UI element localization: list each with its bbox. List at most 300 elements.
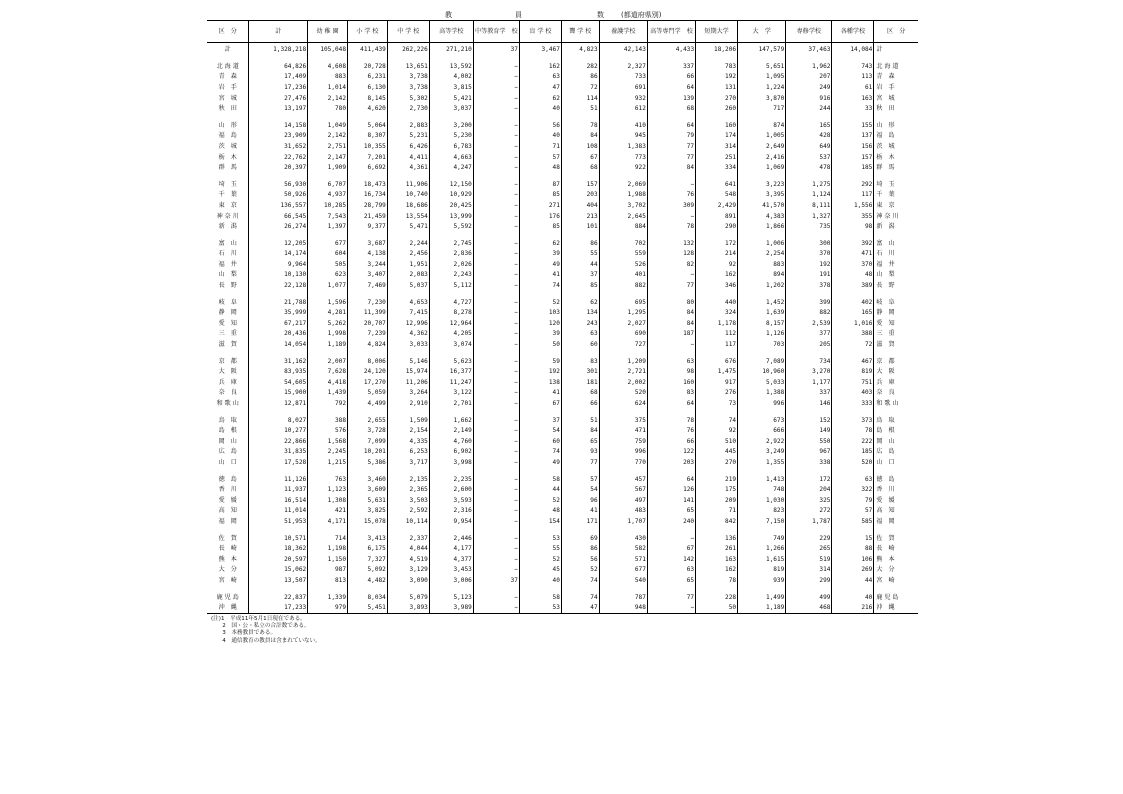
- table-cell: 823: [738, 506, 786, 517]
- table-cell: 677: [308, 238, 348, 249]
- table-cell: 54: [519, 425, 561, 436]
- table-cell: 17,409: [249, 72, 308, 83]
- table-cell: 1,016: [832, 318, 874, 329]
- table-cell: 9,377: [348, 221, 388, 232]
- table-cell: 157: [561, 179, 599, 190]
- table-cell: 1,499: [738, 592, 786, 603]
- table-cell: −: [473, 516, 519, 527]
- table-cell: 192: [696, 72, 738, 83]
- table-cell: 86: [561, 543, 599, 554]
- table-cell: 260: [696, 103, 738, 114]
- table-cell: 948: [599, 602, 647, 613]
- row-label-right: 徳 島: [874, 474, 918, 485]
- title-char-2: 員: [515, 11, 522, 19]
- table-cell: 71: [696, 506, 738, 517]
- table-cell: 5,079: [387, 592, 429, 603]
- table-cell: 1,475: [696, 366, 738, 377]
- table-cell: 8,111: [786, 200, 832, 211]
- row-label-right: 長 崎: [874, 543, 918, 554]
- row-label: 長 崎: [218, 545, 237, 553]
- header-row: [207, 21, 918, 43]
- table-cell: 4,663: [429, 152, 473, 163]
- table-cell: 64: [647, 474, 695, 485]
- table-cell: 85: [519, 221, 561, 232]
- row-label: 北 海 道: [216, 62, 239, 70]
- table-cell: −: [473, 179, 519, 190]
- table-cell: 404: [561, 200, 599, 211]
- table-cell: 3,129: [387, 565, 429, 576]
- table-cell: 4,823: [561, 43, 599, 56]
- table-cell: 649: [786, 141, 832, 152]
- table-cell: 1,275: [786, 179, 832, 190]
- table-cell: 216: [832, 602, 874, 613]
- table-cell: 77: [561, 457, 599, 468]
- table-cell: 6,707: [308, 179, 348, 190]
- table-cell: 57: [832, 506, 874, 517]
- table-cell: 103: [519, 307, 561, 318]
- table-row: [207, 388, 918, 399]
- table-cell: 65: [561, 436, 599, 447]
- table-cell: 79: [647, 131, 695, 142]
- table-cell: 1,202: [738, 280, 786, 291]
- table-cell: 3,702: [599, 200, 647, 211]
- table-cell: 1,295: [599, 307, 647, 318]
- table-cell: −: [473, 554, 519, 565]
- table-cell: 16,514: [249, 495, 308, 506]
- table-cell: 51: [561, 415, 599, 426]
- title-subtitle: (都道府県別): [621, 11, 662, 19]
- table-cell: 2,883: [387, 120, 429, 131]
- table-cell: 299: [786, 575, 832, 586]
- table-cell: 270: [696, 93, 738, 104]
- table-row: [207, 249, 918, 260]
- table-cell: 44: [832, 575, 874, 586]
- table-cell: 445: [696, 447, 738, 458]
- table-cell: 2,910: [387, 398, 429, 409]
- table-cell: −: [647, 211, 695, 222]
- table-cell: 337: [786, 388, 832, 399]
- table-cell: 11,247: [429, 377, 473, 388]
- table-cell: 37: [561, 270, 599, 281]
- table-cell: 12,964: [429, 318, 473, 329]
- table-cell: 156: [832, 141, 874, 152]
- table-cell: 136: [696, 533, 738, 544]
- table-cell: 155: [832, 120, 874, 131]
- table-cell: 86: [561, 238, 599, 249]
- table-cell: 5,037: [387, 280, 429, 291]
- table-cell: 1,639: [738, 307, 786, 318]
- table-cell: 5,386: [348, 457, 388, 468]
- table-cell: 132: [647, 238, 695, 249]
- table-cell: 20,425: [429, 200, 473, 211]
- column-header-5: 高等学校: [429, 21, 473, 43]
- table-cell: −: [473, 259, 519, 270]
- table-cell: 14,054: [249, 339, 308, 350]
- table-cell: 751: [832, 377, 874, 388]
- table-cell: 743: [832, 61, 874, 72]
- table-cell: 58: [519, 592, 561, 603]
- table-row: [207, 103, 918, 114]
- row-label-right: 京 都: [874, 356, 918, 367]
- table-cell: 4,205: [429, 329, 473, 340]
- table-row: [207, 474, 918, 485]
- table-cell: 83: [647, 388, 695, 399]
- table-cell: −: [473, 307, 519, 318]
- table-cell: 71: [519, 141, 561, 152]
- table-cell: 8,278: [429, 307, 473, 318]
- table-row: [207, 543, 918, 554]
- table-cell: 1,224: [738, 82, 786, 93]
- table-row: [207, 565, 918, 576]
- table-row: [207, 318, 918, 329]
- table-cell: 62: [519, 238, 561, 249]
- table-cell: −: [473, 592, 519, 603]
- table-cell: 819: [832, 366, 874, 377]
- row-label-right: 静 岡: [874, 307, 918, 318]
- table-cell: 6,175: [348, 543, 388, 554]
- footnote-line: 4 通信教育の教員は含まれていない。: [211, 637, 321, 644]
- table-cell: 2,316: [429, 506, 473, 517]
- table-cell: 142: [647, 554, 695, 565]
- table-cell: 205: [786, 339, 832, 350]
- table-cell: 51,953: [249, 516, 308, 527]
- table-cell: −: [473, 249, 519, 260]
- row-label: 石 川: [218, 250, 237, 258]
- table-cell: 4,620: [348, 103, 388, 114]
- table-cell: 4,519: [387, 554, 429, 565]
- table-cell: 17,270: [348, 377, 388, 388]
- table-cell: 2,701: [429, 398, 473, 409]
- footnote-line: 2 国・公・私立の合計数である。: [211, 623, 310, 630]
- row-label: 徳 島: [218, 475, 237, 483]
- table-cell: 2,254: [738, 249, 786, 260]
- table-cell: 261: [696, 543, 738, 554]
- row-label: 岐 阜: [218, 298, 237, 306]
- table-cell: 585: [832, 516, 874, 527]
- table-cell: 1,707: [599, 516, 647, 527]
- table-cell: 10,571: [249, 533, 308, 544]
- table-cell: 690: [599, 329, 647, 340]
- table-cell: 894: [738, 270, 786, 281]
- table-cell: 4,335: [387, 436, 429, 447]
- table-cell: 4,482: [348, 575, 388, 586]
- table-cell: 478: [786, 162, 832, 173]
- row-label: 神 奈 川: [216, 212, 239, 220]
- table-cell: 48: [519, 506, 561, 517]
- table-cell: 4,727: [429, 297, 473, 308]
- table-cell: 11,399: [348, 307, 388, 318]
- table-cell: 377: [786, 329, 832, 340]
- table-cell: 5,471: [387, 221, 429, 232]
- table-cell: 6,253: [387, 447, 429, 458]
- table-cell: −: [473, 318, 519, 329]
- teachers-by-prefecture-table: [207, 20, 918, 614]
- table-cell: 571: [599, 554, 647, 565]
- table-cell: 1,355: [738, 457, 786, 468]
- table-cell: 6,783: [429, 141, 473, 152]
- table-cell: 163: [832, 93, 874, 104]
- table-cell: 1,189: [738, 602, 786, 613]
- table-row: [207, 425, 918, 436]
- table-cell: 792: [308, 398, 348, 409]
- table-cell: 45: [519, 565, 561, 576]
- row-label-right: 熊 本: [874, 554, 918, 565]
- table-cell: 519: [786, 554, 832, 565]
- table-cell: 6,902: [429, 447, 473, 458]
- table-cell: 44: [561, 259, 599, 270]
- row-label-right: 佐 賀: [874, 533, 918, 544]
- row-label-right: 三 重: [874, 329, 918, 340]
- table-cell: 271,210: [429, 43, 473, 56]
- table-cell: 88: [832, 543, 874, 554]
- table-cell: 2,235: [429, 474, 473, 485]
- table-cell: −: [473, 377, 519, 388]
- table-cell: 74: [519, 447, 561, 458]
- row-label: 高 知: [218, 507, 237, 515]
- row-label: 千 葉: [218, 191, 237, 199]
- table-cell: 3,893: [387, 602, 429, 613]
- table-cell: 20,707: [348, 318, 388, 329]
- table-cell: 457: [599, 474, 647, 485]
- table-cell: 2,327: [599, 61, 647, 72]
- table-cell: 559: [599, 249, 647, 260]
- table-cell: 548: [696, 190, 738, 201]
- row-label-right: 宮 崎: [874, 575, 918, 586]
- row-label: 青 森: [218, 73, 237, 81]
- table-cell: 749: [738, 533, 786, 544]
- table-cell: 98: [832, 221, 874, 232]
- row-label-right: 島 根: [874, 425, 918, 436]
- table-cell: 3,090: [387, 575, 429, 586]
- table-cell: 8,034: [348, 592, 388, 603]
- table-cell: 272: [786, 506, 832, 517]
- table-cell: 37: [473, 43, 519, 56]
- table-cell: −: [473, 200, 519, 211]
- total-row: [207, 43, 918, 56]
- table-cell: 2,147: [308, 152, 348, 163]
- table-cell: 3,223: [738, 179, 786, 190]
- row-label-right: 福 島: [874, 131, 918, 142]
- table-cell: 157: [832, 152, 874, 163]
- table-cell: 22,837: [249, 592, 308, 603]
- table-cell: 916: [786, 93, 832, 104]
- title-char-3: 数: [597, 11, 604, 19]
- table-cell: 87: [519, 179, 561, 190]
- table-cell: 4,247: [429, 162, 473, 173]
- table-cell: 2,836: [429, 249, 473, 260]
- table-cell: 14,174: [249, 249, 308, 260]
- table-cell: 37: [473, 575, 519, 586]
- row-label-right: 和 歌 山: [874, 398, 918, 409]
- row-label-right: 青 森: [874, 72, 918, 83]
- row-label: 大 阪: [218, 368, 237, 376]
- table-body: [207, 43, 918, 614]
- table-cell: 4,361: [387, 162, 429, 173]
- table-cell: −: [473, 82, 519, 93]
- table-cell: 1,596: [308, 297, 348, 308]
- table-cell: 819: [738, 565, 786, 576]
- table-cell: −: [473, 61, 519, 72]
- table-cell: 48: [832, 270, 874, 281]
- table-cell: 3,989: [429, 602, 473, 613]
- table-cell: −: [647, 270, 695, 281]
- table-cell: 1,030: [738, 495, 786, 506]
- footnote-line: 3 本務教員である。: [211, 630, 277, 637]
- table-row: [207, 297, 918, 308]
- table-cell: 430: [599, 533, 647, 544]
- table-cell: 40: [519, 103, 561, 114]
- row-label-right: 奈 良: [874, 388, 918, 399]
- table-cell: 10,114: [387, 516, 429, 527]
- table-cell: 86: [561, 72, 599, 83]
- table-row: [207, 211, 918, 222]
- column-header-11: 短期大学: [696, 21, 738, 43]
- table-cell: 641: [696, 179, 738, 190]
- table-cell: 134: [561, 307, 599, 318]
- table-cell: 2,149: [429, 425, 473, 436]
- row-label-right: 宮 城: [874, 93, 918, 104]
- table-cell: 5,302: [387, 93, 429, 104]
- table-cell: 5,231: [387, 131, 429, 142]
- table-cell: 5,230: [429, 131, 473, 142]
- table-cell: 68: [561, 162, 599, 173]
- table-cell: 520: [832, 457, 874, 468]
- table-cell: 3,244: [348, 259, 388, 270]
- table-cell: 322: [832, 484, 874, 495]
- row-label: 佐 賀: [218, 534, 237, 542]
- table-cell: 7,201: [348, 152, 388, 163]
- table-row: [207, 356, 918, 367]
- table-cell: 5,592: [429, 221, 473, 232]
- row-label: 愛 知: [218, 319, 237, 327]
- table-cell: 4,653: [387, 297, 429, 308]
- table-cell: 243: [561, 318, 599, 329]
- column-header-0: 区 分: [207, 21, 249, 43]
- table-row: [207, 200, 918, 211]
- table-cell: 945: [599, 131, 647, 142]
- table-cell: 122: [647, 447, 695, 458]
- table-cell: 388: [832, 329, 874, 340]
- table-cell: 10,277: [249, 425, 308, 436]
- table-cell: 1,509: [387, 415, 429, 426]
- table-cell: 3,453: [429, 565, 473, 576]
- table-cell: 309: [647, 200, 695, 211]
- table-cell: 13,507: [249, 575, 308, 586]
- table-cell: 1,150: [308, 554, 348, 565]
- table-cell: 12,996: [387, 318, 429, 329]
- row-label: 秋 田: [218, 105, 237, 113]
- table-cell: 510: [696, 436, 738, 447]
- table-cell: 16,734: [348, 190, 388, 201]
- table-cell: 6,692: [348, 162, 388, 173]
- table-cell: 338: [786, 457, 832, 468]
- table-cell: 1,006: [738, 238, 786, 249]
- table-row: [207, 602, 918, 613]
- table-cell: 20,397: [249, 162, 308, 173]
- table-cell: 83,935: [249, 366, 308, 377]
- table-cell: 3,503: [387, 495, 429, 506]
- table-cell: 146: [786, 398, 832, 409]
- table-cell: 60: [561, 339, 599, 350]
- table-cell: 187: [647, 329, 695, 340]
- table-cell: 5,651: [738, 61, 786, 72]
- table-row: [207, 366, 918, 377]
- table-cell: 52: [519, 495, 561, 506]
- table-cell: 1,397: [308, 221, 348, 232]
- table-cell: 63: [647, 356, 695, 367]
- table-cell: 128: [647, 249, 695, 260]
- table-cell: 138: [519, 377, 561, 388]
- table-cell: 79: [832, 495, 874, 506]
- table-cell: 4,362: [387, 329, 429, 340]
- table-cell: 262,226: [387, 43, 429, 56]
- table-cell: 52: [519, 297, 561, 308]
- table-cell: 467: [832, 356, 874, 367]
- table-cell: 17,236: [249, 82, 308, 93]
- table-cell: 355: [832, 211, 874, 222]
- table-cell: 440: [696, 297, 738, 308]
- table-cell: 106: [832, 554, 874, 565]
- table-cell: −: [473, 366, 519, 377]
- table-cell: 67: [647, 543, 695, 554]
- table-cell: 7,628: [308, 366, 348, 377]
- table-cell: 67: [561, 152, 599, 163]
- table-cell: 290: [696, 221, 738, 232]
- table-cell: 1,568: [308, 436, 348, 447]
- table-cell: 388: [308, 415, 348, 426]
- table-cell: 15,900: [249, 388, 308, 399]
- table-cell: 471: [599, 425, 647, 436]
- table-cell: 3,249: [738, 447, 786, 458]
- table-cell: 31,835: [249, 447, 308, 458]
- table-cell: 5,123: [429, 592, 473, 603]
- row-label: 鳥 取: [218, 416, 237, 424]
- table-cell: 576: [308, 425, 348, 436]
- table-cell: 691: [599, 82, 647, 93]
- table-cell: 50,926: [249, 190, 308, 201]
- table-cell: 126: [647, 484, 695, 495]
- table-cell: 325: [786, 495, 832, 506]
- table-cell: 22,762: [249, 152, 308, 163]
- row-label: 埼 玉: [218, 180, 237, 188]
- column-header-2: 幼 稚 園: [308, 21, 348, 43]
- table-cell: −: [473, 565, 519, 576]
- table-cell: 882: [599, 280, 647, 291]
- table-cell: 4,002: [429, 72, 473, 83]
- table-cell: 13,554: [387, 211, 429, 222]
- table-cell: 623: [308, 270, 348, 281]
- table-cell: 33: [832, 103, 874, 114]
- table-cell: 917: [696, 377, 738, 388]
- table-cell: 4,824: [348, 339, 388, 350]
- table-cell: 17,233: [249, 602, 308, 613]
- table-cell: 62: [561, 297, 599, 308]
- table-cell: 244: [786, 103, 832, 114]
- table-cell: 203: [647, 457, 695, 468]
- table-cell: 7,150: [738, 516, 786, 527]
- table-cell: 3,395: [738, 190, 786, 201]
- table-row: [207, 554, 918, 565]
- table-cell: 41: [519, 388, 561, 399]
- table-cell: 3,122: [429, 388, 473, 399]
- table-cell: 18,206: [696, 43, 738, 56]
- table-cell: 727: [599, 339, 647, 350]
- row-label: 山 形: [218, 121, 237, 129]
- table-cell: 66: [561, 398, 599, 409]
- table-cell: 31,162: [249, 356, 308, 367]
- table-cell: 1,988: [599, 190, 647, 201]
- table-cell: 1,998: [308, 329, 348, 340]
